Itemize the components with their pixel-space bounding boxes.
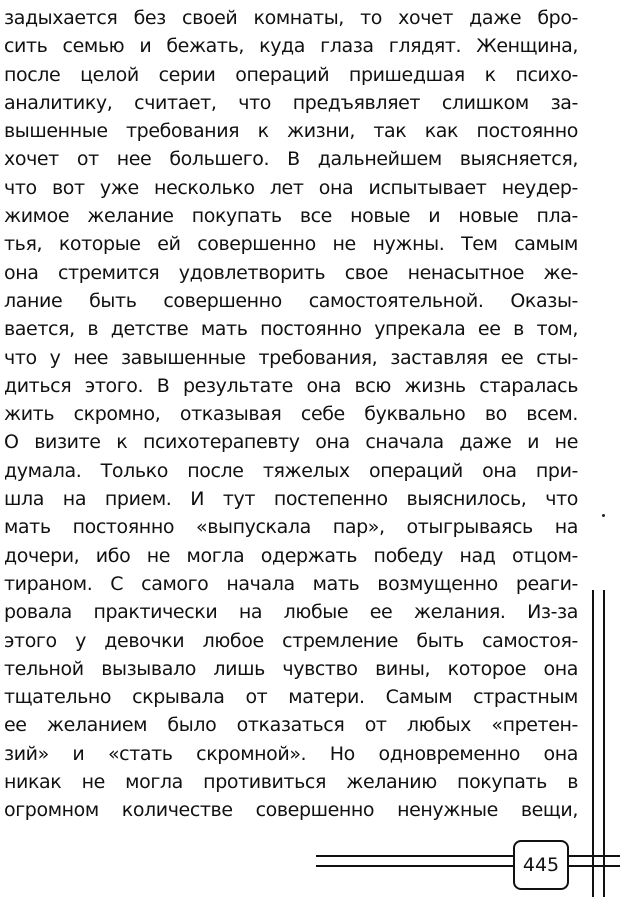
footer-rule bbox=[316, 865, 513, 867]
text-line: лание быть совершенно самостоятельной. Оказы- bbox=[4, 289, 578, 312]
text-line: что вот уже несколько лет она испытывает неудер- bbox=[4, 176, 578, 199]
text-line: сить семью и бежать, куда глаза глядят. Женщина, bbox=[4, 35, 578, 58]
text-line: тья, которые ей совершенно не нужны. Тем самым bbox=[4, 233, 578, 256]
text-line: вается, в детстве мать постоянно упрекала ее в том, bbox=[4, 318, 578, 341]
footer-rule bbox=[569, 855, 620, 857]
text-line: мать постоянно «выпускала пар», отыгрываясь на bbox=[4, 516, 578, 539]
margin-vertical-rule bbox=[592, 590, 594, 897]
footer-rule bbox=[569, 865, 620, 867]
text-line: ее желанием было отказаться от любых «претен- bbox=[4, 714, 578, 737]
text-line: О визите к психотерапевту она сначала даже и не bbox=[4, 431, 578, 454]
text-line: вышенные требования к жизни, так как постоянно bbox=[4, 120, 578, 143]
text-line: зий» и «стать скромной». Но одновременно она bbox=[4, 742, 578, 765]
margin-speck bbox=[602, 514, 605, 517]
text-line: никак не могла противиться желанию покупать в bbox=[4, 771, 578, 794]
page-number: 445 bbox=[522, 854, 560, 876]
text-line: она стремится удовлетворить свое ненасытное же- bbox=[4, 261, 578, 284]
text-line: жимое желание покупать все новые и новые пла- bbox=[4, 205, 578, 228]
text-line: огромном количестве совершенно ненужные вещи, bbox=[4, 799, 578, 822]
text-line: после целой серии операций пришедшая к психо- bbox=[4, 63, 578, 86]
text-line: хочет от нее большего. В дальнейшем выясняется, bbox=[4, 148, 578, 171]
text-line: шла на прием. И тут постепенно выяснилось, что bbox=[4, 488, 578, 511]
text-line: жить скромно, отказывая себе буквально во всем. bbox=[4, 403, 578, 426]
text-line: диться этого. В результате она всю жизнь старалась bbox=[4, 374, 578, 397]
text-line: думала. Только после тяжелых операций она при- bbox=[4, 459, 578, 482]
text-line: задыхается без своей комнаты, то хочет даже бро- bbox=[4, 7, 578, 29]
text-line: дочери, ибо не могла одержать победу над отцом- bbox=[4, 544, 578, 567]
body-text bbox=[4, 4, 578, 825]
margin-vertical-rule bbox=[603, 590, 605, 897]
text-line: тщательно скрывала от матери. Самым страстным bbox=[4, 686, 578, 709]
text-line: аналитику, считает, что предъявляет слишком за- bbox=[4, 91, 578, 114]
text-line: тираном. С самого начала мать возмущенно реаги- bbox=[4, 572, 578, 595]
text-line: тельной вызывало лишь чувство вины, которое она bbox=[4, 657, 578, 680]
text-line: ровала практически на любые ее желания. Из-за bbox=[4, 601, 578, 624]
text-line: что у нее завышенные требования, заставляя ее сты- bbox=[4, 346, 578, 369]
text-line: этого у девочки любое стремление быть самостоя- bbox=[4, 629, 578, 652]
page-number-box bbox=[513, 840, 569, 890]
footer-rule bbox=[316, 855, 513, 857]
